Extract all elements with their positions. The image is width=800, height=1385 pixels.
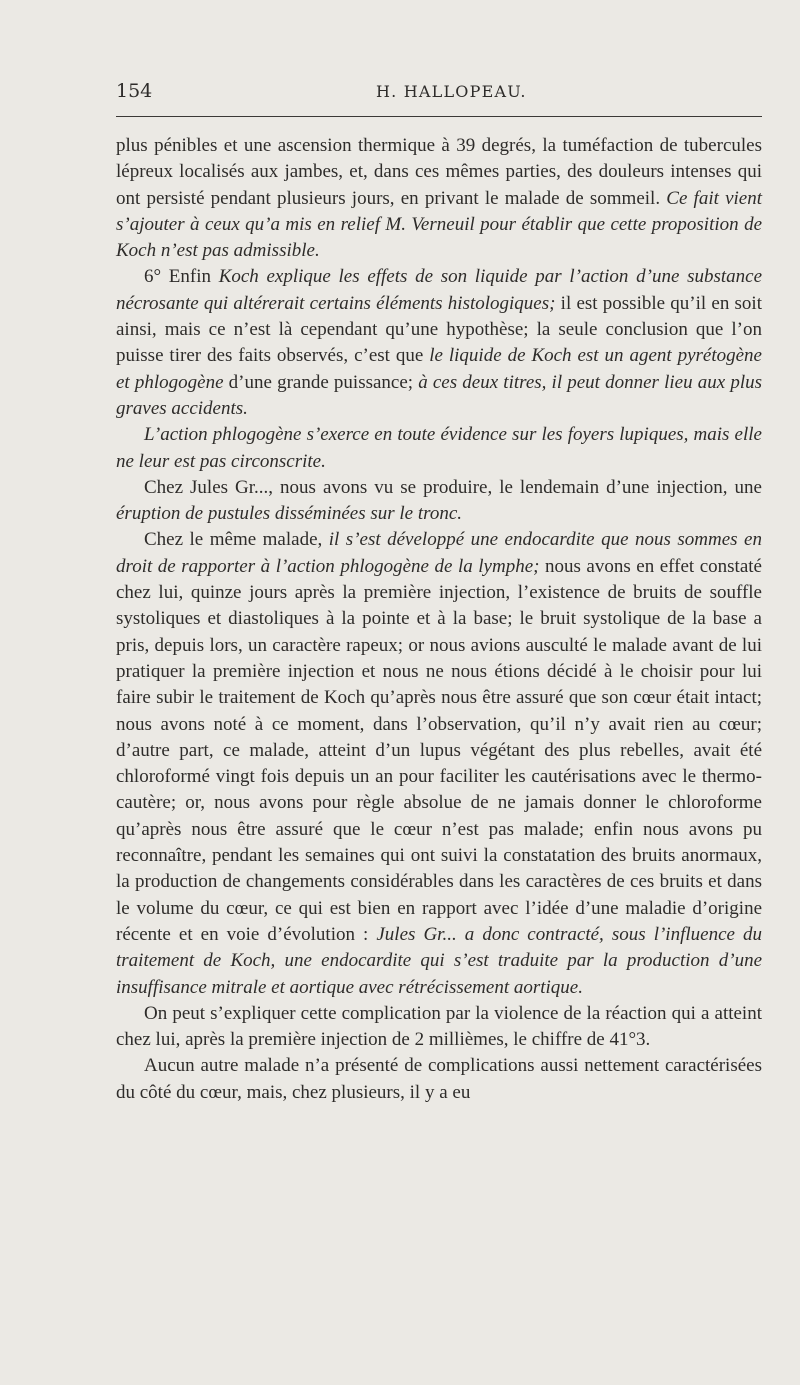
body-text [116, 133, 762, 1106]
paragraph [116, 475, 762, 528]
text-run: Chez Jules Gr..., nous avons vu se produire, le lendemain d’une injection, une [144, 476, 762, 498]
text-run: Chez le même malade, [144, 529, 329, 551]
text-run: il est possible qu’il en soit ainsi, mais ce n’est là cependant qu’une hypothèse; la seule conclusion que l’on puisse tirer des faits observés, c’est que [116, 292, 762, 367]
paragraph [116, 264, 762, 422]
text-run: plus pénibles et une ascension thermique à 39 degrés, la tuméfaction de tubercules lépreux localisés aux jambes, et, dans ces mêmes parties, des douleurs intenses qui ont persisté pendant plusieurs jours, en privant le malade de sommeil. [116, 135, 762, 209]
paragraph [116, 422, 762, 475]
italic-run: le liquide de Koch est un agent pyrétogène et phlogogène [116, 345, 762, 393]
header-rule [116, 116, 762, 117]
paragraph [116, 527, 762, 1000]
paragraph [116, 1001, 762, 1054]
paragraph [116, 133, 762, 264]
italic-run: éruption de pustules disséminées sur le tronc. [116, 503, 463, 525]
italic-run: L’action phlogogène s’exerce en toute évidence sur les foyers lupiques, mais elle ne leur est pas circonscrite. [116, 424, 762, 472]
italic-run: il s’est développé une endocardite que nous sommes en droit de rapporter à l’action phlogogène de la lymphe; [116, 529, 762, 577]
page-number: 154 [116, 80, 153, 102]
paragraph [116, 1053, 762, 1106]
running-head: H. HALLOPEAU. [376, 82, 527, 101]
italic-run: Koch explique les effets de son liquide par l’action d’une substance nécrosante qui altérerait certains éléments histologiques; [116, 266, 762, 314]
text-run: Aucun autre malade n’a présenté de complications aussi nettement caractérisées du côté du cœur, mais, chez plusieurs, il y a eu [116, 1055, 762, 1103]
italic-run: Jules Gr... a donc contracté, sous l’influence du traitement de Koch, une endocardite qui s’est traduite par la production d’une insuffisance mitrale et aortique avec rétrécissement aortique. [116, 923, 762, 998]
text-run: 6° Enfin [144, 266, 219, 288]
italic-run: Ce fait vient s’ajouter à ceux qu’a mis en relief M. Verneuil pour établir que cette proposition de Koch n’est pas admissible. [116, 187, 762, 262]
page-header [116, 78, 762, 106]
italic-run: à ces deux titres, il peut donner lieu aux plus graves accidents. [116, 371, 762, 419]
text-run: nous avons en effet constaté chez lui, quinze jours après la première injection, l’existence de bruits de souffle systoliques et diastoliques à la pointe et à la base; le bruit systolique de la base a pris, depuis lors, un caractère rapeux; or nous avions ausculté le malade avant de lui pratiquer la première injection et nous ne nous étions décidé à le choisir pour lui faire subir le traitement de Koch qu’après nous être assuré que son cœur était intact; nous avons noté à ce moment, dans l’observation, qu’il n’y avait rien au cœur; d’autre part, ce malade, atteint d’un lupus végétant des plus rebelles, avait été chloroformé vingt fois depuis un an pour faciliter les cautérisations avec le thermo-cautère; or, nous avons pour règle absolue de ne jamais donner le chloroforme qu’après nous être assuré que le cœur n’est pas malade; enfin nous avons pu reconnaître, pendant les semaines qui ont suivi la constatation des bruits anormaux, la production de changements considérables dans les caractères de ces bruits et dans le volume du cœur, ce qui est bien en rapport avec l’idée d’une maladie d’origine récente et en voie d’évolution : [116, 555, 762, 945]
text-run: On peut s’expliquer cette complication par la violence de la réaction qui a atteint chez lui, après la première injection de 2 millièmes, le chiffre de 41°3. [116, 1002, 762, 1051]
text-run: d’une grande puissance; [223, 371, 419, 393]
